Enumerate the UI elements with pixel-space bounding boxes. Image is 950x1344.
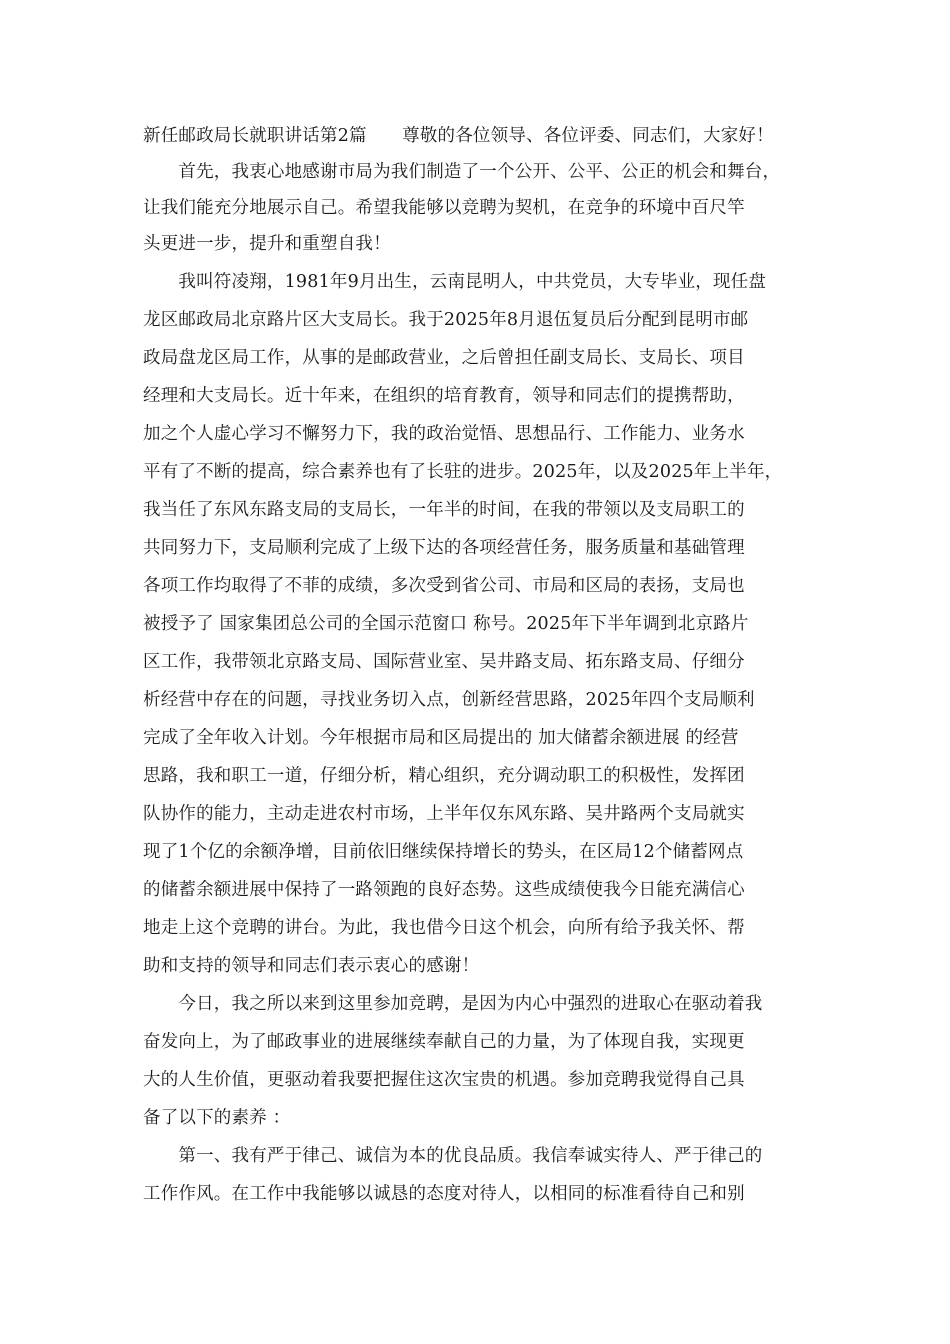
text-line: 加之个人虚心学习不懈努力下，我的政治觉悟、思想品行、工作能力、业务水 [143, 424, 745, 444]
text-line: 被授予了 国家集团总公司的全国示范窗口 称号。2025年下半年调到北京路片 [143, 614, 749, 634]
text-line: 奋发向上，为了邮政事业的进展继续奉献自己的力量，为了体现自我，实现更 [143, 1032, 745, 1052]
text-line: 完成了全年收入计划。今年根据市局和区局提出的 加大储蓄余额进展 的经营 [143, 728, 739, 748]
text-line: 新任邮政局长就职讲话第2篇 尊敬的各位领导、各位评委、同志们，大家好！ [143, 126, 774, 146]
text-line: 的储蓄余额进展中保持了一路领跑的良好态势。这些成绩使我今日能充满信心 [143, 880, 745, 900]
text-line: 备了以下的素养 ： [143, 1108, 291, 1128]
text-line: 队协作的能力，主动走进农村市场，上半年仅东风东路、吴井路两个支局就实 [143, 804, 745, 824]
text-line: 地走上这个竞聘的讲台。为此，我也借今日这个机会，向所有给予我关怀、帮 [143, 918, 745, 938]
text-line: 我叫符凌翔，1981年9月出生，云南昆明人，中共党员，大专毕业，现任盘 [143, 272, 767, 292]
text-line: 第一、我有严于律己、诚信为本的优良品质。我信奉诚实待人、严于律己的 [143, 1146, 763, 1166]
text-line: 平有了不断的提高，综合素养也有了长驻的进步。2025年，以及2025年上半年， [143, 462, 783, 482]
text-line: 让我们能充分地展示自己。希望我能够以竞聘为契机，在竞争的环境中百尺竿 [143, 198, 745, 218]
text-line: 思路，我和职工一道，仔细分析，精心组织，充分调动职工的积极性，发挥团 [143, 766, 745, 786]
text-line: 首先，我衷心地感谢市局为我们制造了一个公开、公平、公正的机会和舞台， [143, 162, 781, 182]
text-line: 各项工作均取得了不菲的成绩，多次受到省公司、市局和区局的表扬，支局也 [143, 576, 745, 596]
text-line: 政局盘龙区局工作，从事的是邮政营业，之后曾担任副支局长、支局长、项目 [143, 348, 745, 368]
text-line: 工作作风。在工作中我能够以诚恳的态度对待人，以相同的标准看待自己和别 [143, 1184, 745, 1204]
text-line: 我当任了东风东路支局的支局长，一年半的时间，在我的带领以及支局职工的 [143, 500, 745, 520]
text-line: 今日，我之所以来到这里参加竞聘，是因为内心中强烈的进取心在驱动着我 [143, 994, 763, 1014]
text-line: 经理和大支局长。近十年来，在组织的培育教育，领导和同志们的提携帮助， [143, 386, 745, 406]
text-line: 现了1个亿的余额净增，目前依旧继续保持增长的势头，在区局12个储蓄网点 [143, 842, 744, 862]
text-line: 助和支持的领导和同志们表示衷心的感谢！ [143, 956, 480, 976]
text-line: 龙区邮政局北京路片区大支局长。我于2025年8月退伍复员后分配到昆明市邮 [143, 310, 749, 330]
text-line: 析经营中存在的问题，寻找业务切入点，创新经营思路，2025年四个支局顺利 [143, 690, 755, 710]
text-line: 区工作，我带领北京路支局、国际营业室、吴井路支局、拓东路支局、仔细分 [143, 652, 745, 672]
text-line: 大的人生价值，更驱动着我要把握住这次宝贵的机遇。参加竞聘我觉得自己具 [143, 1070, 745, 1090]
text-line: 头更进一步，提升和重塑自我！ [143, 234, 391, 254]
text-line: 共同努力下，支局顺利完成了上级下达的各项经营任务，服务质量和基础管理 [143, 538, 745, 558]
